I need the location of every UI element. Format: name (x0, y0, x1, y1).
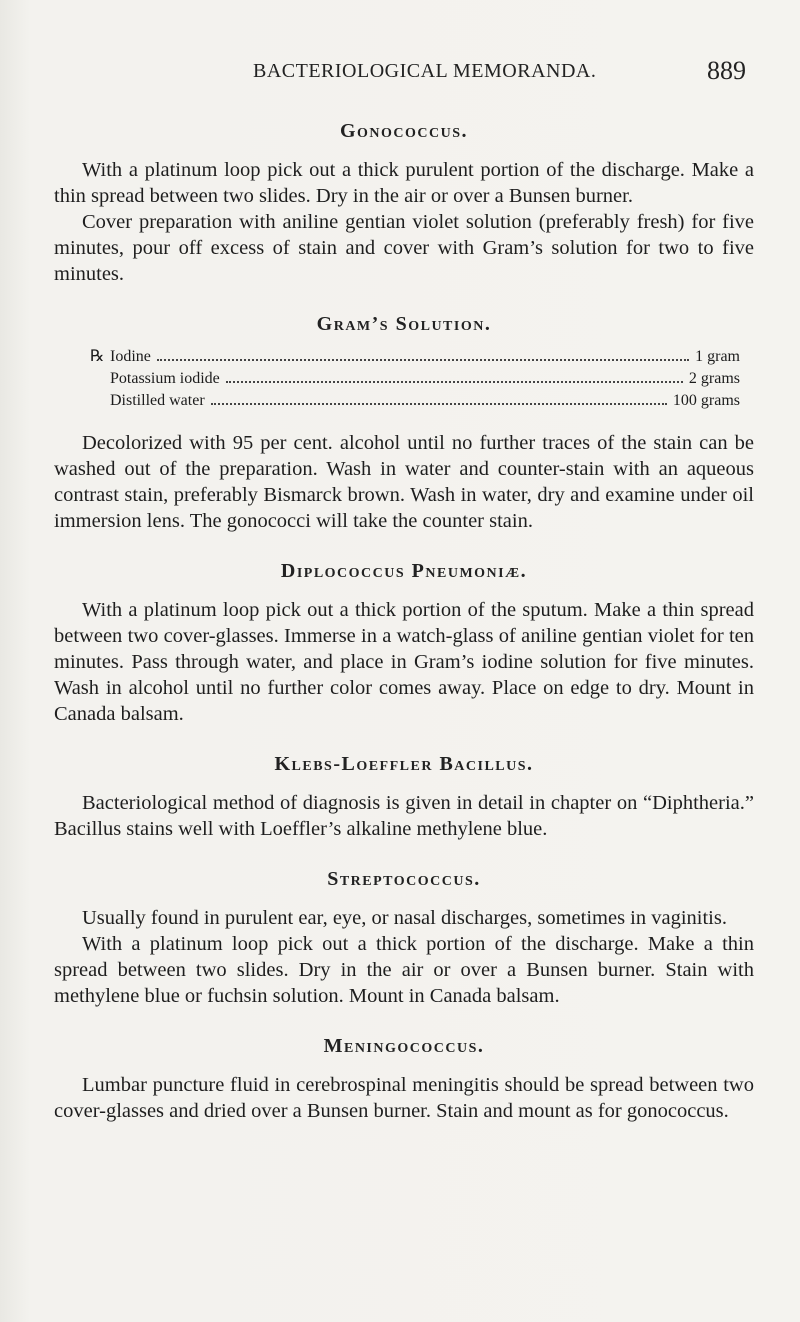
section-heading-meningococcus: Meningococcus. (323, 1035, 485, 1057)
prescription-table (90, 346, 740, 412)
dot-leader (211, 403, 667, 405)
section-heading-gonococcus: Gonococcus. (339, 120, 469, 142)
paragraph-gonococcus-1: With a platinum loop pick out a thick purulent portion of the discharge. Make a thin spread between two slides. Dry in the air or over a Bunsen burner. (54, 159, 754, 207)
ingredient-quantity: 100 grams (672, 392, 740, 409)
paragraph-diplococcus-1: With a platinum loop pick out a thick portion of the sputum. Make a thin spread between two cover-glasses. Immerse in a watch-glass of aniline gentian violet for ten minutes. Pass through water, and place in Gram’s iodine solution for five minutes. Wash in alcohol until no further color comes away. Place on edge to dry. Mount in Canada balsam. (54, 599, 754, 725)
running-head: BACTERIOLOGICAL MEMORANDA. (253, 60, 597, 82)
rx-symbol: ℞ (90, 348, 105, 365)
paragraph-grams-solution-1: Decolorized with 95 per cent. alcohol until no further traces of the stain can be washed out of the preparation. Wash in water and counter-stain with an aqueous contrast stain, preferably Bismarck brown. Wash in water, dry and examine under oil immersion lens. The gonococci will take the counter stain. (54, 432, 754, 532)
page-number: 889 (707, 56, 746, 85)
ingredient-quantity: 1 gram (695, 348, 740, 365)
prescription-row (90, 390, 740, 412)
paragraph-streptococcus-2: With a platinum loop pick out a thick portion of the discharge. Make a thin spread between two slides. Dry in the air or over a Bunsen burner. Stain with methylene blue or fuchsin solution. Mount in Canada balsam. (54, 933, 754, 1007)
section-heading-diplococcus: Diplococcus Pneumoniæ. (280, 560, 528, 582)
paragraph-gonococcus-2: Cover preparation with aniline gentian violet solution (preferably fresh) for five minutes, pour off excess of stain and cover with Gram’s solution for two to five minutes. (54, 211, 754, 285)
prescription-row (90, 346, 740, 368)
prescription-row (90, 368, 740, 390)
ingredient-name: Distilled water (110, 392, 205, 409)
ingredient-name: Iodine (110, 348, 151, 365)
ingredient-name: Potassium iodide (110, 370, 220, 387)
section-heading-grams-solution: Gram’s Solution. (316, 313, 492, 335)
paragraph-meningococcus-1: Lumbar puncture fluid in cerebrospinal meningitis should be spread between two cover-glasses and dried over a Bunsen burner. Stain and mount as for gonococcus. (54, 1074, 754, 1122)
ingredient-quantity: 2 grams (688, 370, 740, 387)
paragraph-streptococcus-1: Usually found in purulent ear, eye, or nasal discharges, sometimes in vaginitis. (82, 907, 727, 929)
dot-leader (226, 381, 683, 383)
page-content (54, 120, 754, 1124)
dot-leader (157, 359, 689, 361)
section-heading-klebs-loeffler: Klebs-Loeffler Bacillus. (274, 753, 534, 775)
section-heading-streptococcus: Streptococcus. (327, 868, 481, 890)
paragraph-klebs-loeffler-1: Bacteriological method of diagnosis is given in detail in chapter on “Diphtheria.” Bacillus stains well with Loeffler’s alkaline methylene blue. (54, 792, 754, 840)
